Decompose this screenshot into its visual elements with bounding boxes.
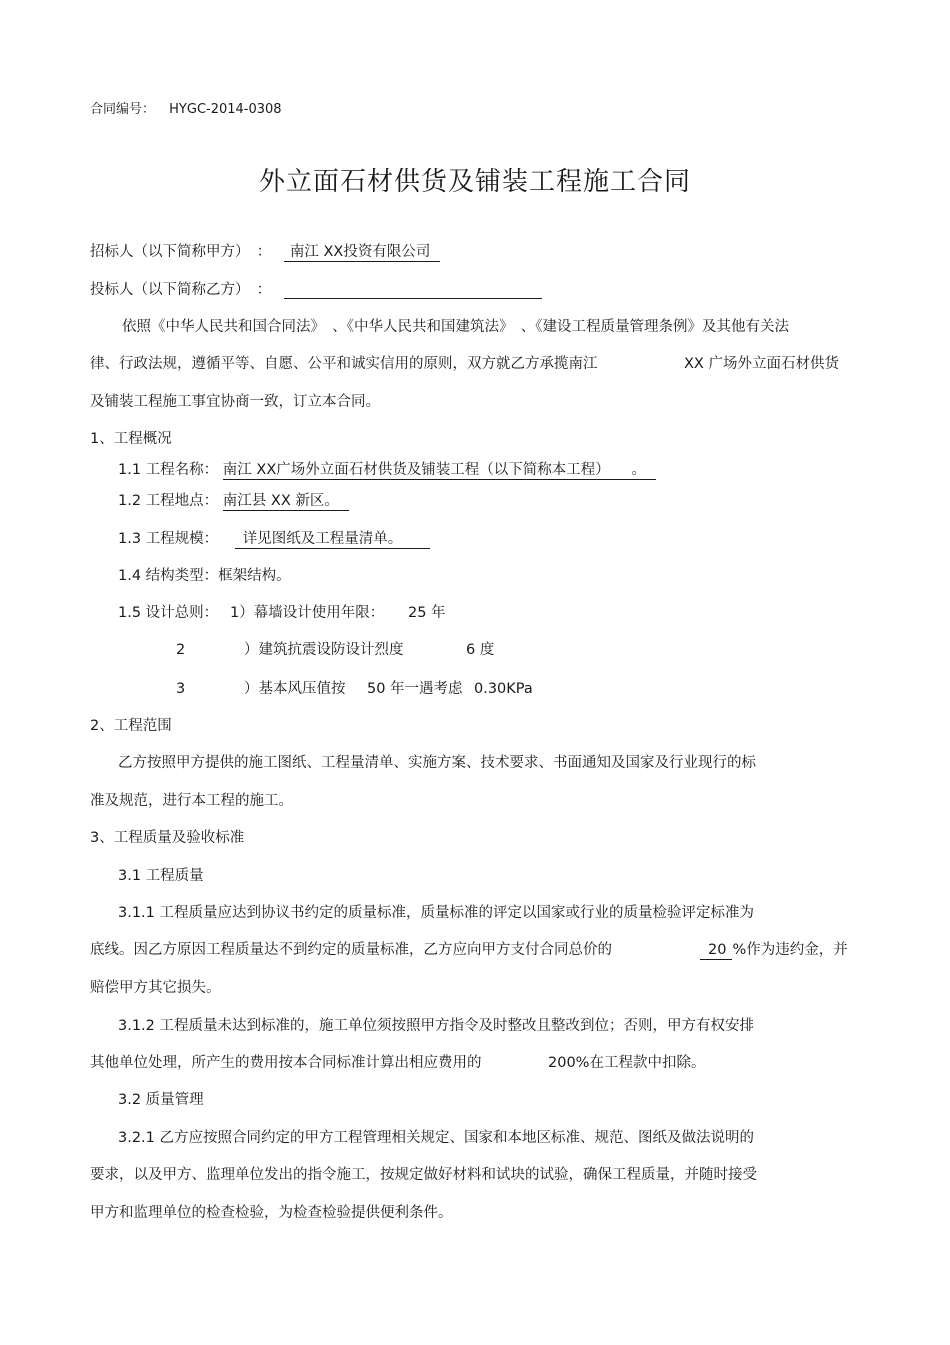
structure-type: 1.4 结构类型：框架结构。 (118, 568, 291, 584)
design-item-2-number: 2 (176, 642, 186, 658)
scope-line-2: 准及规范，进行本工程的施工。 (90, 793, 293, 809)
design-item-3-text: ）基本风压值按 (244, 681, 346, 697)
project-name-value: 南江 XX广场外立面石材供货及铺装工程（以下简称本工程） 。 (223, 461, 656, 480)
design-item-1-text: 1）幕墙设计使用年限： (230, 605, 385, 621)
design-item-3-number: 3 (176, 681, 186, 697)
party-b-line (90, 281, 542, 299)
project-scale-line (118, 530, 430, 549)
design-item-2-text: ）建筑抗震设防设计烈度 (244, 642, 404, 658)
project-site-label: 1.2 工程地点： (118, 493, 219, 509)
party-b-value (284, 282, 542, 299)
project-site-line (118, 492, 349, 511)
clause-3-1-2-line-1: 3.1.2 工程质量未达到标准的，施工单位须按照甲方指令及时整改且整改到位；否则，甲方有权安排 (118, 1018, 754, 1034)
preamble-line-1: 依照《中华人民共和国合同法》 、《中华人民共和国建筑法》 、《建设工程质量管理条例》及其他有关法 (122, 319, 789, 335)
project-site-value: 南江县 XX 新区。 (223, 492, 349, 511)
subsection-3-2-heading: 3.2 质量管理 (118, 1092, 204, 1108)
project-name-line (118, 461, 656, 480)
clause-3-1-1-line-1: 3.1.1 工程质量应达到协议书约定的质量标准，质量标准的评定以国家或行业的质量检验评定标准为 (118, 905, 754, 921)
design-item-3-period: 50 年一遇考虑 (367, 681, 463, 697)
preamble-line-2b: XX 广场外立面石材供货 (684, 356, 839, 372)
document-title: 外立面石材供货及铺装工程施工合同 (258, 167, 691, 197)
penalty-percentage: 20 (700, 941, 732, 960)
contract-number-label: 合同编号： (90, 102, 156, 117)
preamble-line-2a: 律、行政法规，遵循平等、自愿、公平和诚实信用的原则，双方就乙方承揽南江 (90, 356, 598, 372)
project-name-label: 1.1 工程名称： (118, 462, 219, 478)
preamble-line-3: 及铺装工程施工事宜协商一致，订立本合同。 (90, 394, 380, 410)
clause-3-2-1-line-3: 甲方和监理单位的检查检验，为检查检验提供便利条件。 (90, 1205, 453, 1221)
contract-number (90, 101, 282, 119)
section-3-heading: 3、工程质量及验收标准 (90, 830, 245, 846)
clause-3-2-1-line-2: 要求，以及甲方、监理单位发出的指令施工，按规定做好材料和试块的试验，确保工程质量，并随时接受 (90, 1167, 757, 1183)
party-a-label: 招标人（以下简称甲方） ： (90, 244, 272, 260)
section-2-heading: 2、工程范围 (90, 718, 172, 734)
clause-3-1-2-line-2b: 200%在工程款中扣除。 (548, 1055, 706, 1071)
clause-3-1-2-line-2a: 其他单位处理，所产生的费用按本合同标准计算出相应费用的 (90, 1055, 482, 1071)
design-item-3-value: 0.30KPa (474, 681, 533, 697)
party-b-label: 投标人（以下简称乙方） ： (90, 282, 272, 298)
penalty-text: %作为违约金，并 (732, 942, 848, 958)
subsection-3-1-heading: 3.1 工程质量 (118, 868, 204, 884)
contract-number-value: HYGC-2014-0308 (169, 102, 282, 117)
clause-3-1-1-line-2b (700, 941, 848, 960)
clause-3-1-1-line-3: 赔偿甲方其它损失。 (90, 980, 221, 996)
section-1-heading: 1、工程概况 (90, 431, 172, 447)
party-a-line (90, 243, 440, 262)
project-scale-label: 1.3 工程规模： (118, 531, 219, 547)
clause-3-2-1-line-1: 3.2.1 乙方应按照合同约定的甲方工程管理相关规定、国家和本地区标准、规范、图纸及做法说明的 (118, 1130, 754, 1146)
design-label: 1.5 设计总则： (118, 605, 219, 621)
scope-line-1: 乙方按照甲方提供的施工图纸、工程量清单、实施方案、技术要求、书面通知及国家及行业现行的标 (118, 755, 756, 771)
party-a-value: 南江 XX投资有限公司 (284, 243, 440, 262)
design-item-1-value: 25 年 (408, 605, 446, 621)
clause-3-1-1-line-2a: 底线。因乙方原因工程质量达不到约定的质量标准，乙方应向甲方支付合同总价的 (90, 942, 612, 958)
design-item-2-value: 6 度 (466, 642, 495, 658)
project-scale-value: 详见图纸及工程量清单。 (235, 530, 431, 549)
